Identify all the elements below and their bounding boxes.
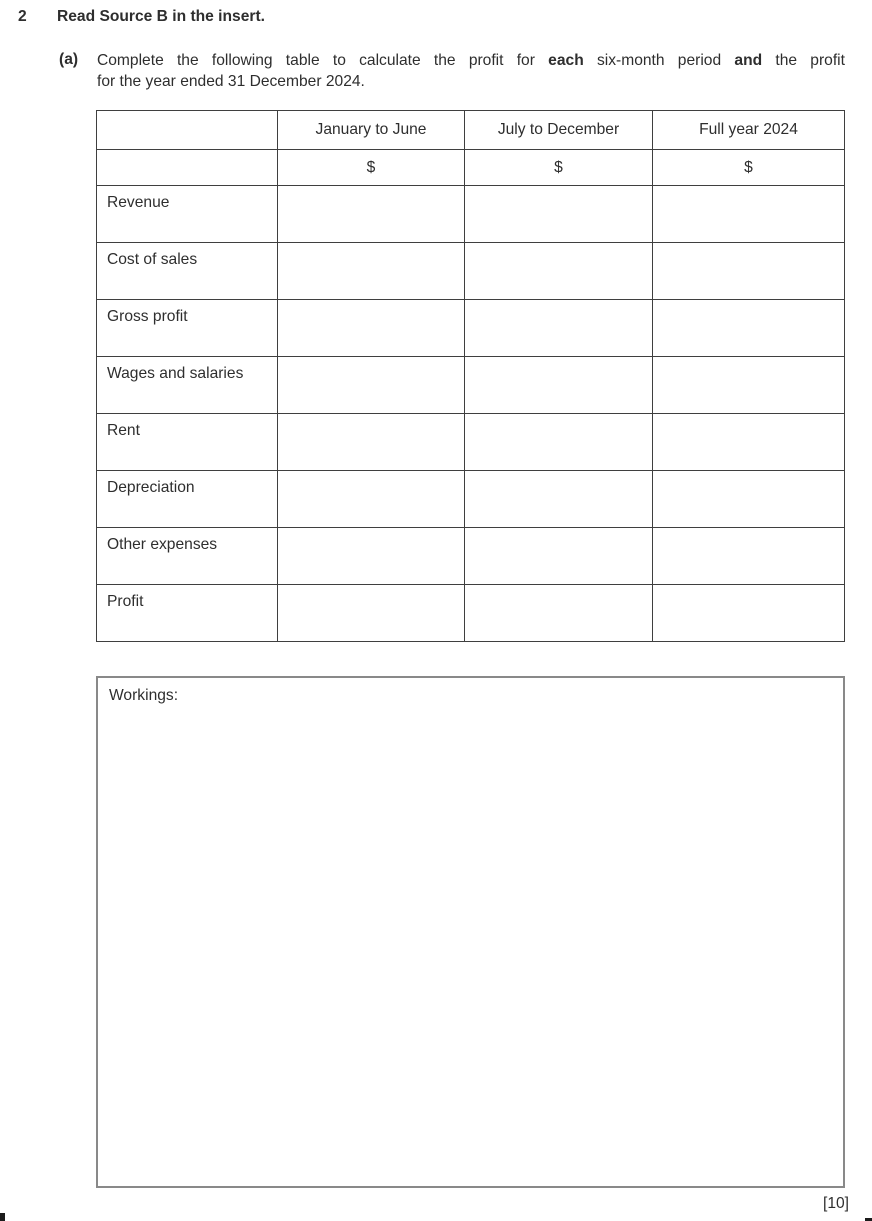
profit-calculation-table [96, 110, 845, 642]
instruction-text: six-month period [596, 52, 722, 69]
column-header-january-to-june: January to June [278, 111, 465, 150]
instruction-text: the profit [775, 52, 845, 69]
row-label-depreciation: Depreciation [97, 471, 278, 528]
table-row-revenue [97, 186, 845, 243]
answer-cell[interactable] [653, 414, 845, 471]
page-corner-mark [0, 1213, 5, 1221]
question-heading: Read Source B in the insert. [57, 8, 265, 25]
answer-cell[interactable] [465, 471, 653, 528]
unit-dollar-cell: $ [465, 150, 653, 186]
answer-cell[interactable] [653, 357, 845, 414]
part-a-label: (a) [59, 51, 79, 68]
workings-label: Workings: [109, 687, 179, 704]
part-a-instruction [97, 51, 845, 92]
row-label-rent: Rent [97, 414, 278, 471]
instruction-bold-each: each [548, 52, 584, 69]
unit-dollar-cell: $ [278, 150, 465, 186]
instruction-bold-and: and [734, 52, 763, 69]
table-row-depreciation [97, 471, 845, 528]
column-header-full-year-2024: Full year 2024 [653, 111, 845, 150]
answer-cell[interactable] [278, 243, 465, 300]
row-label-revenue: Revenue [97, 186, 278, 243]
answer-cell[interactable] [278, 528, 465, 585]
row-label-wages-and-salaries: Wages and salaries [97, 357, 278, 414]
answer-cell[interactable] [653, 528, 845, 585]
answer-cell[interactable] [278, 585, 465, 642]
table-row-gross-profit [97, 300, 845, 357]
answer-cell[interactable] [278, 471, 465, 528]
table-row-other-expenses [97, 528, 845, 585]
answer-cell[interactable] [278, 414, 465, 471]
answer-cell[interactable] [465, 585, 653, 642]
instruction-text: Complete the following table to calculate the profit for [97, 52, 535, 69]
row-label-gross-profit: Gross profit [97, 300, 278, 357]
answer-cell[interactable] [653, 471, 845, 528]
marks-badge: [10] [822, 1195, 849, 1212]
table-row-rent [97, 414, 845, 471]
answer-cell[interactable] [653, 186, 845, 243]
table-header-row [97, 111, 845, 150]
answer-cell[interactable] [653, 300, 845, 357]
row-label-cost-of-sales: Cost of sales [97, 243, 278, 300]
table-unit-row [97, 150, 845, 186]
column-header-july-to-december: July to December [465, 111, 653, 150]
answer-cell[interactable] [653, 243, 845, 300]
unit-corner-cell [97, 150, 278, 186]
answer-cell[interactable] [465, 300, 653, 357]
workings-area[interactable] [96, 676, 845, 1188]
instruction-line-1 [97, 51, 845, 72]
table-row-wages-and-salaries [97, 357, 845, 414]
answer-cell[interactable] [465, 357, 653, 414]
table-row-profit [97, 585, 845, 642]
answer-cell[interactable] [653, 585, 845, 642]
answer-cell[interactable] [465, 414, 653, 471]
unit-dollar-cell: $ [653, 150, 845, 186]
question-number: 2 [18, 8, 27, 25]
answer-cell[interactable] [278, 300, 465, 357]
answer-cell[interactable] [465, 243, 653, 300]
answer-cell[interactable] [465, 186, 653, 243]
answer-cell[interactable] [465, 528, 653, 585]
instruction-line-2: for the year ended 31 December 2024. [97, 72, 365, 90]
row-label-other-expenses: Other expenses [97, 528, 278, 585]
answer-cell[interactable] [278, 186, 465, 243]
answer-cell[interactable] [278, 357, 465, 414]
table-row-cost-of-sales [97, 243, 845, 300]
row-label-profit: Profit [97, 585, 278, 642]
table-corner-cell [97, 111, 278, 150]
